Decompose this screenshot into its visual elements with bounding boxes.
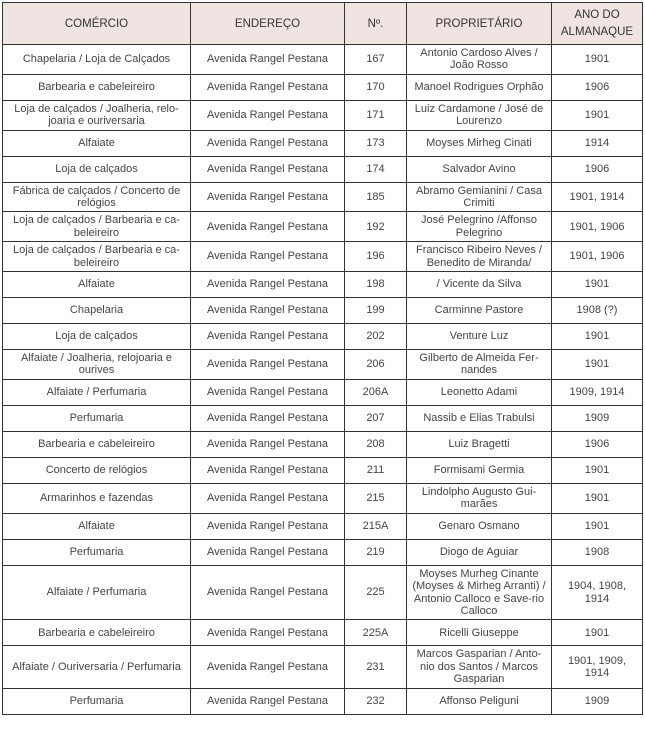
header-ano: ANO DO ALMANAQUE	[552, 3, 643, 45]
cell-ano: 1909	[552, 405, 643, 431]
header-proprietario: PROPRIETÁRIO	[407, 3, 552, 45]
cell-endereco: Avenida Rangel Pestana	[191, 182, 345, 212]
cell-proprietario: Moyses Murheg Cinante (Moyses & Mirheg Arranti) / Antonio Calloco e Save-rio Calloco	[407, 565, 552, 620]
cell-numero: 173	[345, 130, 407, 156]
cell-numero: 198	[345, 272, 407, 298]
cell-comercio: Alfaiate / Perfumaria	[3, 379, 191, 405]
cell-endereco: Avenida Rangel Pestana	[191, 539, 345, 565]
table-row	[3, 212, 643, 242]
cell-numero: 206A	[345, 379, 407, 405]
cell-ano: 1901	[552, 100, 643, 130]
table-row	[3, 457, 643, 483]
cell-comercio: Chapelaria / Loja de Calçados	[3, 45, 191, 75]
cell-comercio: Fábrica de calçados / Concerto de relógios	[3, 182, 191, 212]
cell-ano: 1904, 1908, 1914	[552, 565, 643, 620]
cell-proprietario: Carminne Pastore	[407, 298, 552, 324]
cell-proprietario: Affonso Peliguni	[407, 688, 552, 714]
cell-proprietario: José Pelegrino /Affonso Pelegrino	[407, 212, 552, 242]
cell-ano: 1914	[552, 130, 643, 156]
cell-ano: 1901	[552, 620, 643, 646]
cell-endereco: Avenida Rangel Pestana	[191, 45, 345, 75]
cell-ano: 1901	[552, 45, 643, 75]
cell-endereco: Avenida Rangel Pestana	[191, 324, 345, 350]
cell-comercio: Perfumaria	[3, 539, 191, 565]
cell-ano: 1908	[552, 539, 643, 565]
cell-numero: 208	[345, 431, 407, 457]
cell-ano: 1906	[552, 156, 643, 182]
cell-endereco: Avenida Rangel Pestana	[191, 483, 345, 513]
cell-comercio: Alfaiate	[3, 272, 191, 298]
cell-proprietario: Salvador Avino	[407, 156, 552, 182]
cell-proprietario: Moyses Mirheg Cinati	[407, 130, 552, 156]
cell-ano: 1901, 1906	[552, 242, 643, 272]
cell-endereco: Avenida Rangel Pestana	[191, 74, 345, 100]
cell-numero: 225A	[345, 620, 407, 646]
cell-comercio: Loja de calçados / Joalheria, relo-joaria e ouriversaria	[3, 100, 191, 130]
cell-endereco: Avenida Rangel Pestana	[191, 405, 345, 431]
table-row	[3, 242, 643, 272]
cell-comercio: Armarinhos e fazendas	[3, 483, 191, 513]
header-row	[3, 3, 643, 45]
cell-proprietario: Venture Luz	[407, 324, 552, 350]
cell-proprietario: Abramo Gemianini / Casa Crimiti	[407, 182, 552, 212]
cell-comercio: Perfumaria	[3, 405, 191, 431]
table-row	[3, 130, 643, 156]
cell-endereco: Avenida Rangel Pestana	[191, 513, 345, 539]
table-row	[3, 646, 643, 688]
cell-ano: 1901	[552, 457, 643, 483]
cell-numero: 207	[345, 405, 407, 431]
table-row	[3, 688, 643, 714]
cell-ano: 1901	[552, 513, 643, 539]
cell-ano: 1906	[552, 74, 643, 100]
cell-numero: 174	[345, 156, 407, 182]
cell-ano: 1909	[552, 688, 643, 714]
table-row	[3, 74, 643, 100]
table-row	[3, 298, 643, 324]
cell-numero: 192	[345, 212, 407, 242]
cell-endereco: Avenida Rangel Pestana	[191, 156, 345, 182]
cell-endereco: Avenida Rangel Pestana	[191, 431, 345, 457]
cell-numero: 215	[345, 483, 407, 513]
cell-endereco: Avenida Rangel Pestana	[191, 350, 345, 380]
cell-ano: 1906	[552, 431, 643, 457]
header-numero: Nº.	[345, 3, 407, 45]
commerce-table	[2, 2, 643, 715]
cell-numero: 232	[345, 688, 407, 714]
cell-comercio: Loja de calçados	[3, 324, 191, 350]
cell-proprietario: Luiz Cardamone / José de Lourenzo	[407, 100, 552, 130]
cell-proprietario: Diogo de Aguiar	[407, 539, 552, 565]
cell-numero: 167	[345, 45, 407, 75]
cell-proprietario: Formisami Germia	[407, 457, 552, 483]
cell-numero: 211	[345, 457, 407, 483]
cell-comercio: Concerto de relógios	[3, 457, 191, 483]
table-row	[3, 539, 643, 565]
cell-ano: 1901, 1914	[552, 182, 643, 212]
cell-numero: 171	[345, 100, 407, 130]
cell-comercio: Alfaiate / Joalheria, relojoaria e ourives	[3, 350, 191, 380]
cell-proprietario: Lindolpho Augusto Gui-marães	[407, 483, 552, 513]
cell-proprietario: Nassib e Elias Trabulsi	[407, 405, 552, 431]
cell-numero: 215A	[345, 513, 407, 539]
cell-numero: 206	[345, 350, 407, 380]
table-row	[3, 565, 643, 620]
cell-numero: 185	[345, 182, 407, 212]
cell-ano: 1908 (?)	[552, 298, 643, 324]
cell-endereco: Avenida Rangel Pestana	[191, 646, 345, 688]
cell-endereco: Avenida Rangel Pestana	[191, 272, 345, 298]
cell-numero: 202	[345, 324, 407, 350]
cell-numero: 199	[345, 298, 407, 324]
cell-comercio: Chapelaria	[3, 298, 191, 324]
table-row	[3, 405, 643, 431]
header-comercio: COMÉRCIO	[3, 3, 191, 45]
table-row	[3, 620, 643, 646]
cell-proprietario: Antonio Cardoso Alves / João Rosso	[407, 45, 552, 75]
cell-numero: 170	[345, 74, 407, 100]
cell-endereco: Avenida Rangel Pestana	[191, 298, 345, 324]
cell-ano: 1901	[552, 483, 643, 513]
cell-proprietario: Leonetto Adami	[407, 379, 552, 405]
cell-endereco: Avenida Rangel Pestana	[191, 457, 345, 483]
cell-numero: 231	[345, 646, 407, 688]
table-row	[3, 379, 643, 405]
cell-endereco: Avenida Rangel Pestana	[191, 212, 345, 242]
cell-comercio: Alfaiate / Ouriversaria / Perfumaria	[3, 646, 191, 688]
cell-comercio: Alfaiate / Perfumaria	[3, 565, 191, 620]
table-row	[3, 431, 643, 457]
cell-comercio: Alfaiate	[3, 513, 191, 539]
cell-comercio: Loja de calçados / Barbearia e ca-beleireiro	[3, 242, 191, 272]
cell-ano: 1901	[552, 324, 643, 350]
cell-proprietario: Francisco Ribeiro Neves / Benedito de Miranda/	[407, 242, 552, 272]
cell-proprietario: Luiz Bragetti	[407, 431, 552, 457]
table-row	[3, 272, 643, 298]
cell-proprietario: Gilberto de Almeida Fer-nandes	[407, 350, 552, 380]
cell-comercio: Barbearia e cabeleireiro	[3, 74, 191, 100]
cell-endereco: Avenida Rangel Pestana	[191, 130, 345, 156]
cell-endereco: Avenida Rangel Pestana	[191, 688, 345, 714]
cell-proprietario: Marcos Gasparian / Anto-nio dos Santos / Marcos Gasparian	[407, 646, 552, 688]
cell-proprietario: Manoel Rodrigues Orphão	[407, 74, 552, 100]
cell-comercio: Barbearia e cabeleireiro	[3, 431, 191, 457]
cell-proprietario: Genaro Osmano	[407, 513, 552, 539]
table-row	[3, 324, 643, 350]
header-endereco: ENDEREÇO	[191, 3, 345, 45]
cell-endereco: Avenida Rangel Pestana	[191, 565, 345, 620]
cell-comercio: Loja de calçados	[3, 156, 191, 182]
table-row	[3, 350, 643, 380]
cell-comercio: Loja de calçados / Barbearia e ca-beleireiro	[3, 212, 191, 242]
cell-endereco: Avenida Rangel Pestana	[191, 379, 345, 405]
cell-numero: 219	[345, 539, 407, 565]
cell-ano: 1901, 1906	[552, 212, 643, 242]
cell-proprietario: Ricelli Giuseppe	[407, 620, 552, 646]
cell-proprietario: / Vicente da Silva	[407, 272, 552, 298]
cell-endereco: Avenida Rangel Pestana	[191, 242, 345, 272]
cell-ano: 1901, 1909, 1914	[552, 646, 643, 688]
cell-ano: 1909, 1914	[552, 379, 643, 405]
cell-endereco: Avenida Rangel Pestana	[191, 100, 345, 130]
cell-endereco: Avenida Rangel Pestana	[191, 620, 345, 646]
cell-comercio: Alfaiate	[3, 130, 191, 156]
table-row	[3, 513, 643, 539]
table-row	[3, 182, 643, 212]
cell-comercio: Barbearia e cabeleireiro	[3, 620, 191, 646]
cell-comercio: Perfumaria	[3, 688, 191, 714]
cell-numero: 196	[345, 242, 407, 272]
cell-numero: 225	[345, 565, 407, 620]
cell-ano: 1901	[552, 272, 643, 298]
table-row	[3, 100, 643, 130]
table-row	[3, 45, 643, 75]
table-row	[3, 483, 643, 513]
cell-ano: 1901	[552, 350, 643, 380]
table-row	[3, 156, 643, 182]
